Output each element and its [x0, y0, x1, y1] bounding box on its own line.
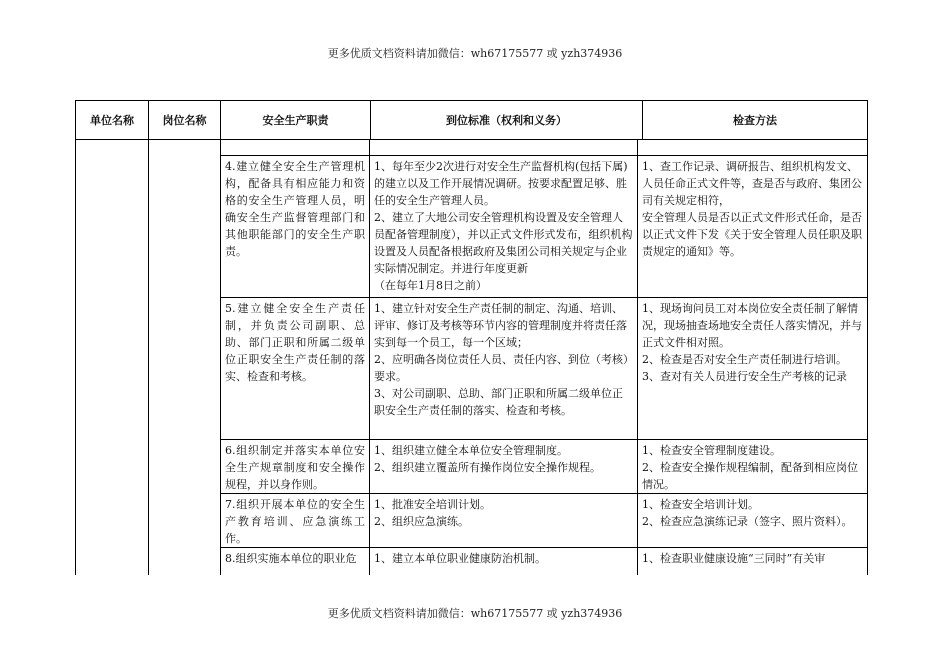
- header-duty: 安全生产职责: [221, 101, 371, 139]
- table-row: [221, 494, 867, 548]
- duty-cell: 4.建立健全安全生产管理机构，配备具有相应能力和资格的安全生产管理人员，明确安全生产监督管理部门和其他职能部门的安全生产职责。: [221, 156, 370, 297]
- duty-cell: 7.组织开展本单位的安全生产教育培训、应急演练工作。: [221, 494, 370, 547]
- duty-cell: 8.组织实施本单位的职业危: [221, 548, 370, 575]
- check-cell: 1、现场询问员工对本岗位安全责任制了解情况，现场抽查场地安全责任人落实情况，并与正式文件相对照。 2、检查是否对安全生产责任制进行培训。 3、查对有关人员进行安全生产考核的记录: [642, 302, 862, 383]
- standard-cell: 1、组织建立健全本单位安全管理制度。 2、组织建立覆盖所有操作岗位安全操作规程。: [370, 440, 638, 493]
- header-post-name: 岗位名称: [162, 114, 207, 127]
- standard-cell: 1、建立针对安全生产责任制的制定、沟通、培训、评审、修订及考核等环节内容的管理制度并将责任落实到每一个员工，每一个区域； 2、应明确各岗位责任人员、责任内容、到位（考核）要求。 3、对公司副职、总助、部门正职和所属二级单位正职安全生产责任制的落实、检查和考核。: [370, 298, 638, 439]
- duty-cell: 5.建立健全安全生产责任制，并负责公司副职、总助、部门正职和所属二级单位正职安全生产责任制的落实、检查和考核。: [221, 298, 370, 439]
- header-standard: 到位标准（权利和义务）: [371, 101, 643, 139]
- bottom-banner-text: 更多优质文档资料请加微信：wh67175577 或 yzh374936: [327, 607, 623, 620]
- standard-cell: 1、批准安全培训计划。 2、组织应急演练。: [370, 494, 638, 547]
- responsibility-table: [75, 100, 868, 575]
- table-row: [221, 548, 867, 575]
- unit-column-divider: [148, 101, 149, 575]
- table-row: [221, 298, 867, 440]
- header-check-method: 检查方法: [733, 114, 777, 127]
- table-row: [221, 156, 867, 298]
- standard-cell: 1、建立本单位职业健康防治机制。: [370, 548, 638, 575]
- check-cell: 1、检查安全培训计划。 2、检查应急演练记录（签字、照片资料）。: [642, 498, 853, 528]
- check-cell: 1、查工作记录、调研报告、组织机构发文、人员任命正式文件等，查是否与政府、集团公司有关规定相符， 安全管理人员是否以正式文件形式任命，是否以正式文件下发《关于安全管理人员任职及职责规定的通知》等。: [642, 160, 862, 258]
- table-header: [76, 101, 867, 140]
- check-cell: 1、检查安全管理制度建设。 2、检查安全操作规程编制，配备到相应岗位情况。: [642, 444, 858, 491]
- standard-cell: 1、每年至少2次进行对安全生产监督机构(包括下属)的建立以及工作开展情况调研。按要求配置足够、胜任的安全生产管理人员。 2、建立了大地公司安全管理机构设置及安全管理人员配备管理制度），并以正式文件形式发布，组织机构设置及人员配备根据政府及集团公司相关规定与企业实际情况制定。并进行年度更新 （在每年1月8日之前）: [370, 156, 638, 297]
- spacer-row: [221, 140, 867, 156]
- header-unit-name: 单位名称: [90, 114, 134, 127]
- check-cell: 1、检查职业健康设施“三同时”有关审: [642, 552, 826, 565]
- table-row: [221, 440, 867, 494]
- top-banner-text: 更多优质文档资料请加微信：wh67175577 或 yzh374936: [327, 47, 623, 60]
- duty-cell: 6.组织制定并落实本单位安全生产规章制度和安全操作规程，并以身作则。: [221, 440, 370, 493]
